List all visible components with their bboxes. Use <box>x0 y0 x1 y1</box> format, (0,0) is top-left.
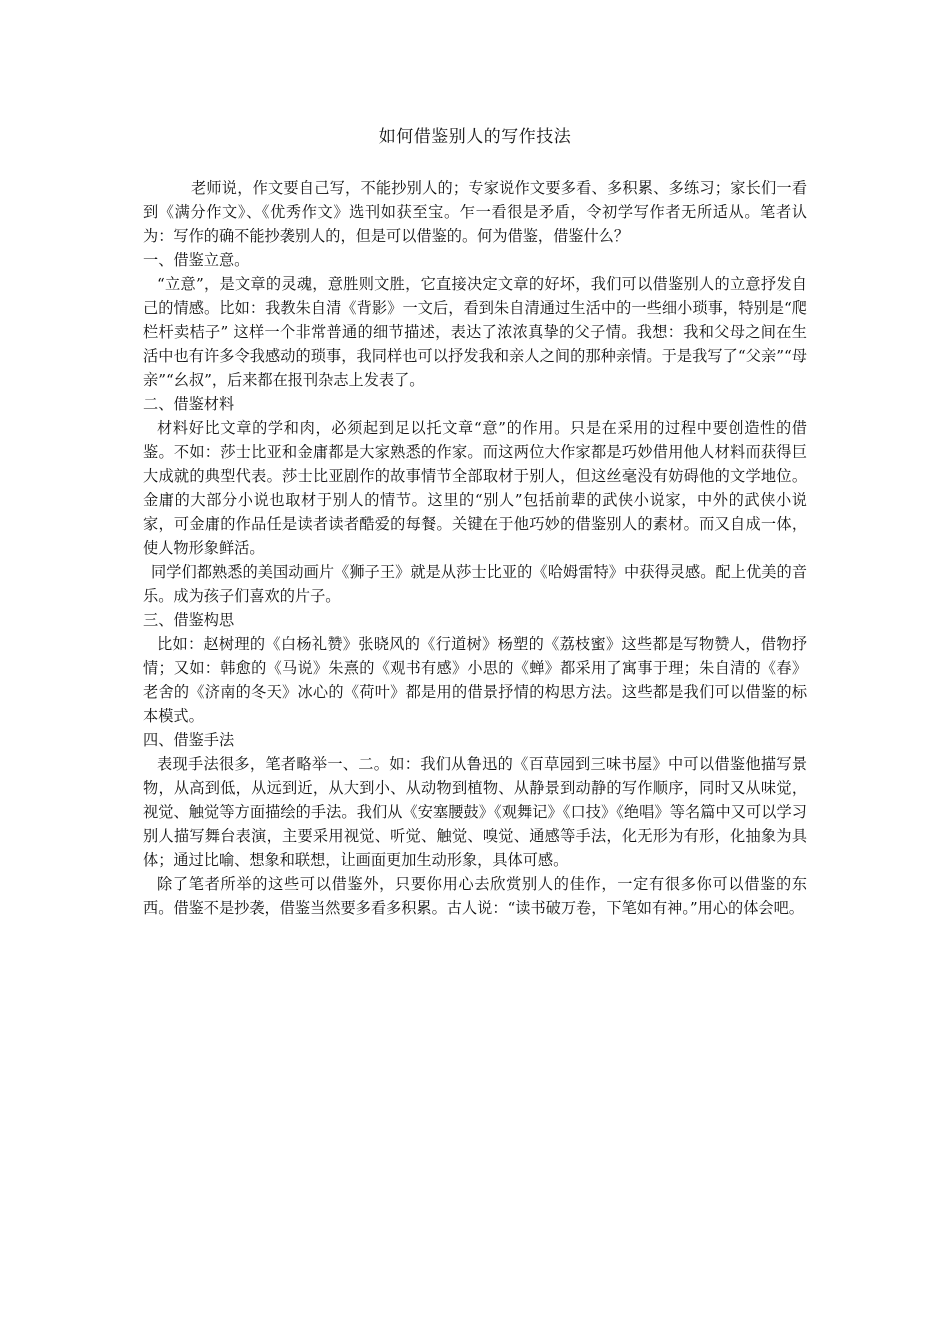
section-heading-1: 一、借鉴立意。 <box>143 251 250 269</box>
section-2-paragraph-2: 同学们都熟悉的美国动画片《狮子王》就是从莎士比亚的《哈姆雷特》中获得灵感。配上优美的音乐。成为孩子们喜欢的片子。 <box>143 563 807 605</box>
section-heading-4: 四、借鉴手法 <box>143 731 235 749</box>
section-2-paragraph-1: 材料好比文章的学和肉，必须起到足以托文章“意”的作用。只是在采用的过程中要创造性的借鉴。不如：莎士比亚和金庸都是大家熟悉的作家。而这两位大作家都是巧妙借用他人材料而获得巨大成就的典型代表。莎士比亚剧作的故事情节全部取材于别人，但这丝毫没有妨碍他的文学地位。金庸的大部分小说也取材于别人的情节。这里的“别人”包括前辈的武侠小说家，中外的武侠小说家，可金庸的作品任是读者读者酷爱的每餐。关键在于他巧妙的借鉴别人的素材。而又自成一体，使人物形象鲜活。 <box>143 419 807 557</box>
section-4-paragraph-2: 除了笔者所举的这些可以借鉴外，只要你用心去欣赏别人的佳作，一定有很多你可以借鉴的东西。借鉴不是抄袭，借鉴当然要多看多积累。古人说：“读书破万卷，下笔如有神。”用心的体会吧。 <box>143 875 807 917</box>
document-body <box>143 176 807 920</box>
section-heading-2: 二、借鉴材料 <box>143 395 235 413</box>
section-4-paragraph-1: 表现手法很多，笔者略举一、二。如：我们从鲁迅的《百草园到三味书屋》中可以借鉴他描写景物，从高到低，从远到近，从大到小、从动物到植物、从静景到动静的写作顺序，同时又从味觉，视觉、触觉等方面描绘的手法。我们从《安塞腰鼓》《观舞记》《口技》《绝唱》等名篇中又可以学习别人描写舞台表演，主要采用视觉、听觉、触觉、嗅觉、通感等手法，化无形为有形，化抽象为具体；通过比喻、想象和联想，让画面更加生动形象，具体可感。 <box>143 755 807 869</box>
section-heading-3: 三、借鉴构思 <box>143 611 235 629</box>
section-3-paragraph-1: 比如：赵树理的《白杨礼赞》张晓风的《行道树》杨塑的《荔枝蜜》这些都是写物赞人，借物抒情；又如：韩愈的《马说》朱熹的《观书有感》小思的《蝉》都采用了寓事于理；朱自清的《春》老舍的《济南的冬天》冰心的《荷叶》都是用的借景抒情的构思方法。这些都是我们可以借鉴的标本模式。 <box>143 635 807 725</box>
section-1-paragraph-1: “立意”，是文章的灵魂，意胜则文胜，它直接决定文章的好坏，我们可以借鉴别人的立意抒发自己的情感。比如：我教朱自清《背影》一文后，看到朱自清通过生活中的一些细小琐事，特别是“爬栏杆卖桔子” 这样一个非常普通的细节描述，表达了浓浓真挚的父子情。我想：我和父母之间在生活中也有许多令我感动的琐事，我同样也可以抒发我和亲人之间的那种亲情。于是我写了“父亲”“母亲”“幺叔”，后来都在报刊杂志上发表了。 <box>143 275 807 389</box>
intro-paragraph: 老师说，作文要自己写，不能抄别人的；专家说作文要多看、多积累、多练习；家长们一看到《满分作文》、《优秀作文》选刊如获至宝。乍一看很是矛盾，令初学写作者无所适从。笔者认为：写作的确不能抄袭别人的，但是可以借鉴的。何为借鉴，借鉴什么？ <box>143 179 807 245</box>
document-title: 如何借鉴别人的写作技法 <box>378 127 572 147</box>
